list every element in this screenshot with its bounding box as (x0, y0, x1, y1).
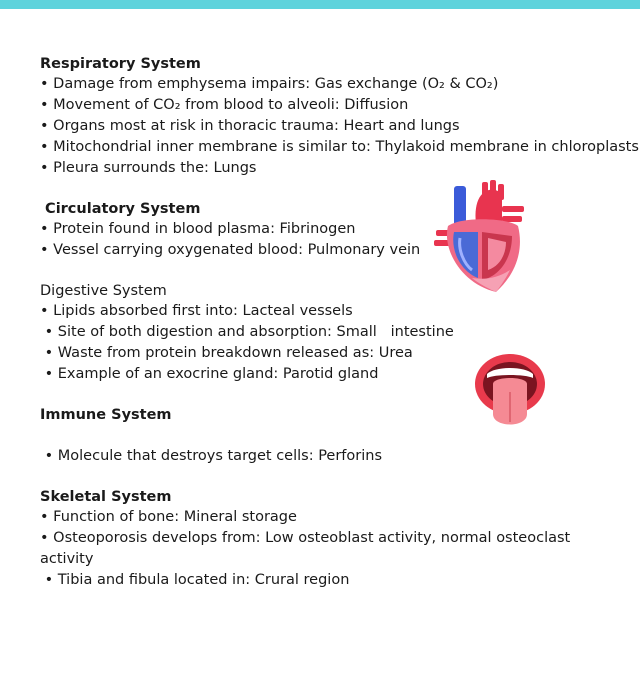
section-circulatory (40, 199, 638, 261)
list-item: • Example of an exocrine gland: Parotid gland (40, 366, 379, 382)
mouth-tongue-icon (473, 352, 547, 432)
list-item: • Tibia and fibula located in: Crural region (40, 572, 350, 588)
list-item: • Damage from emphysema impairs: Gas exchange (O₂ & CO₂) (40, 76, 499, 92)
section-digestive (40, 281, 638, 385)
notes-content (40, 54, 638, 591)
list-item: • Site of both digestion and absorption: Small intestine (40, 324, 454, 340)
list-item: • Osteoporosis develops from: Low osteoblast activity, normal osteoclast activity (40, 530, 571, 567)
list-item: • Mitochondrial inner membrane is similar to: Thylakoid membrane in chloroplasts (40, 139, 639, 155)
list-item: • Movement of CO₂ from blood to alveoli: Diffusion (40, 97, 409, 113)
list-item: • Molecule that destroys target cells: Perforins (40, 448, 383, 464)
section-title: Immune System (40, 407, 172, 423)
list-item: • Protein found in blood plasma: Fibrinogen (40, 221, 356, 237)
section-skeletal (40, 487, 638, 591)
list-item: • Organs most at risk in thoracic trauma: Heart and lungs (40, 118, 460, 134)
list-item: • Function of bone: Mineral storage (40, 509, 297, 525)
section-title: Skeletal System (40, 489, 172, 505)
top-accent-bar (0, 0, 640, 9)
list-item: • Waste from protein breakdown released as: Urea (40, 345, 413, 361)
heart-icon (432, 180, 532, 294)
section-title: Digestive System (40, 283, 167, 299)
list-item: • Pleura surrounds the: Lungs (40, 160, 257, 176)
section-title: Circulatory System (40, 201, 201, 217)
section-respiratory (40, 54, 638, 179)
list-item: • Vessel carrying oxygenated blood: Pulmonary vein (40, 242, 421, 258)
section-immune (40, 405, 638, 467)
list-item: • Lipids absorbed first into: Lacteal vessels (40, 303, 353, 319)
section-title: Respiratory System (40, 56, 201, 72)
